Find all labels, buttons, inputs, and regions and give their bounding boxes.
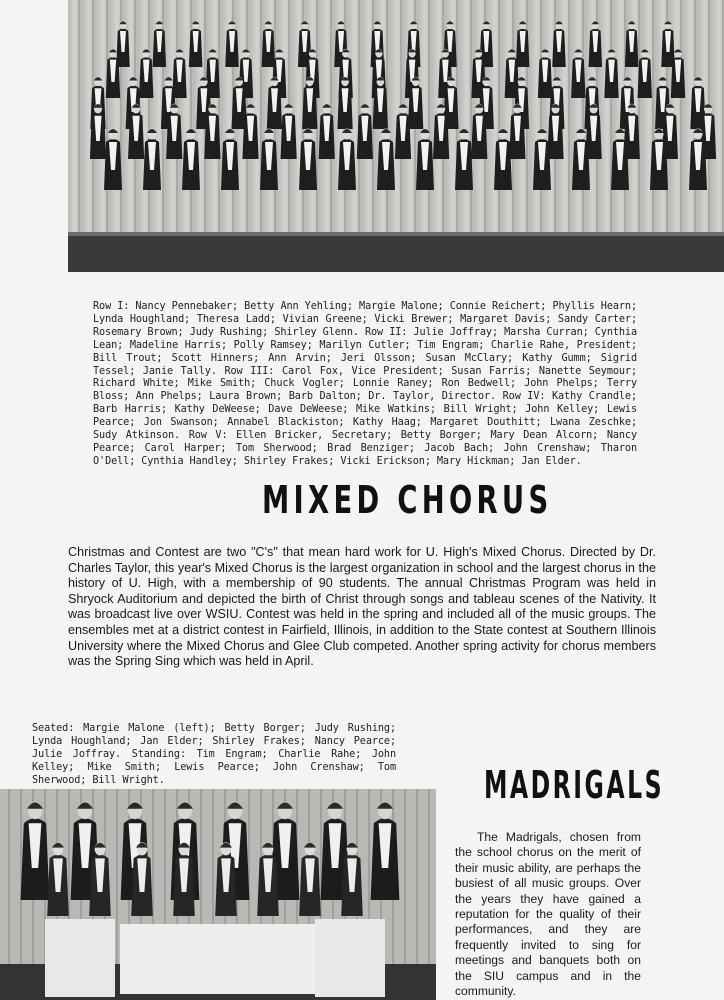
mixed-chorus-heading: MIXED CHORUS bbox=[262, 478, 553, 522]
madrigals-heading: MADRIGALS bbox=[484, 763, 665, 807]
chorus-photo-caption: Row I: Nancy Pennebaker; Betty Ann Yehling; Margie Malone; Connie Reichert; Phyllis Hearn; Lynda Houghland; Theresa Ladd; Vivian Greene; Vicki Brewer; Margaret Davis; Sandy Carter; Rosemary Brown; Judy Rushing; Shirley Glenn. Row II: Julie Joffray; Marsha Curran; Cynthia Lean; Madeline Harris; Polly Ramsey; Marilyn Cutler; Tim Engram; Charlie Rahe, President; Bill Trout; Scott Hinners; Ann Arvin; Jeri Olsson; Susan McClary; Kathy Gumm; Sigrid Tessel; Janie Tally. Row III: Carol Fox, Vice President; Susan Farris; Nanette Seymour; Richard White; Mike Smith; Chuck Vogler; Lonnie Raney; Ron Bedwell; John Phelps; Terry Bloss; Ann Phelps; Laura Brown; Barb Dalton; Dr. Taylor, Director. Row IV: Kathy Crandle; Barb Harris; Kathy DeWeese; Dave DeWeese; Mike Watkins; Bill Wright; John Kelley; Lewis Pearce; Jon Swanson; Annabel Blackiston; Kathy Haag; Margaret Douthitt; Lwana Zeschke; Sudy Atkinson. Row V: Ellen Bricker, Secretary; Betty Borger; Mary Dean Alcorn; Nancy Pearce; Carol Harper; Tom Sherwood; Brad Benziger; Jacob Bach; John Crenshaw; Tharon O'Dell; Cynthia Handley; Shirley Frakes; Vicki Erickson; Mary Hickman; Jan Elder. bbox=[93, 301, 637, 467]
madrigals-photo-caption: Seated: Margie Malone (left); Betty Borger; Judy Rushing; Lynda Houghland; Jan Elder; Shirley Frakes; Nancy Pearce; Julie Joffray. Standing: Tim Engram; Charlie Rahe; John Kelley; Mike Smith; Lewis Pearce; John Crenshaw; Tom Sherwood; Bill Wright. bbox=[32, 723, 396, 786]
mixed-chorus-group-photo bbox=[68, 0, 724, 272]
madrigals-article: The Madrigals, chosen from the school chorus on the merit of their music ability, are perhaps the busiest of all music groups. Over the years they have gained a reputation for the quality of their performances, and they are frequently invited to sing for meetings and banquets both on the SIU campus and in the community. bbox=[455, 830, 641, 999]
madrigals-group-photo bbox=[0, 789, 436, 1000]
mixed-chorus-article: Christmas and Contest are two "C's" that mean hard work for U. High's Mixed Chorus. Directed by Dr. Charles Taylor, this year's Mixed Chorus is the largest organization in school and the largest chorus in the history of U. High, with a membership of 90 students. The annual Christmas Program was held in Shryock Auditorium and depicted the birth of Christ through songs and tableau scenes of the Nativity. It was broadcast live over WSIU. Contest was held in the spring and included all of the music groups. The ensembles met at a district contest in Fairfield, Illinois, in addition to the State contest at Southern Illinois University where the Mixed Chorus and Glee Club competed. Another spring activity for chorus members was the Spring Sing which was held in April. bbox=[68, 545, 656, 669]
